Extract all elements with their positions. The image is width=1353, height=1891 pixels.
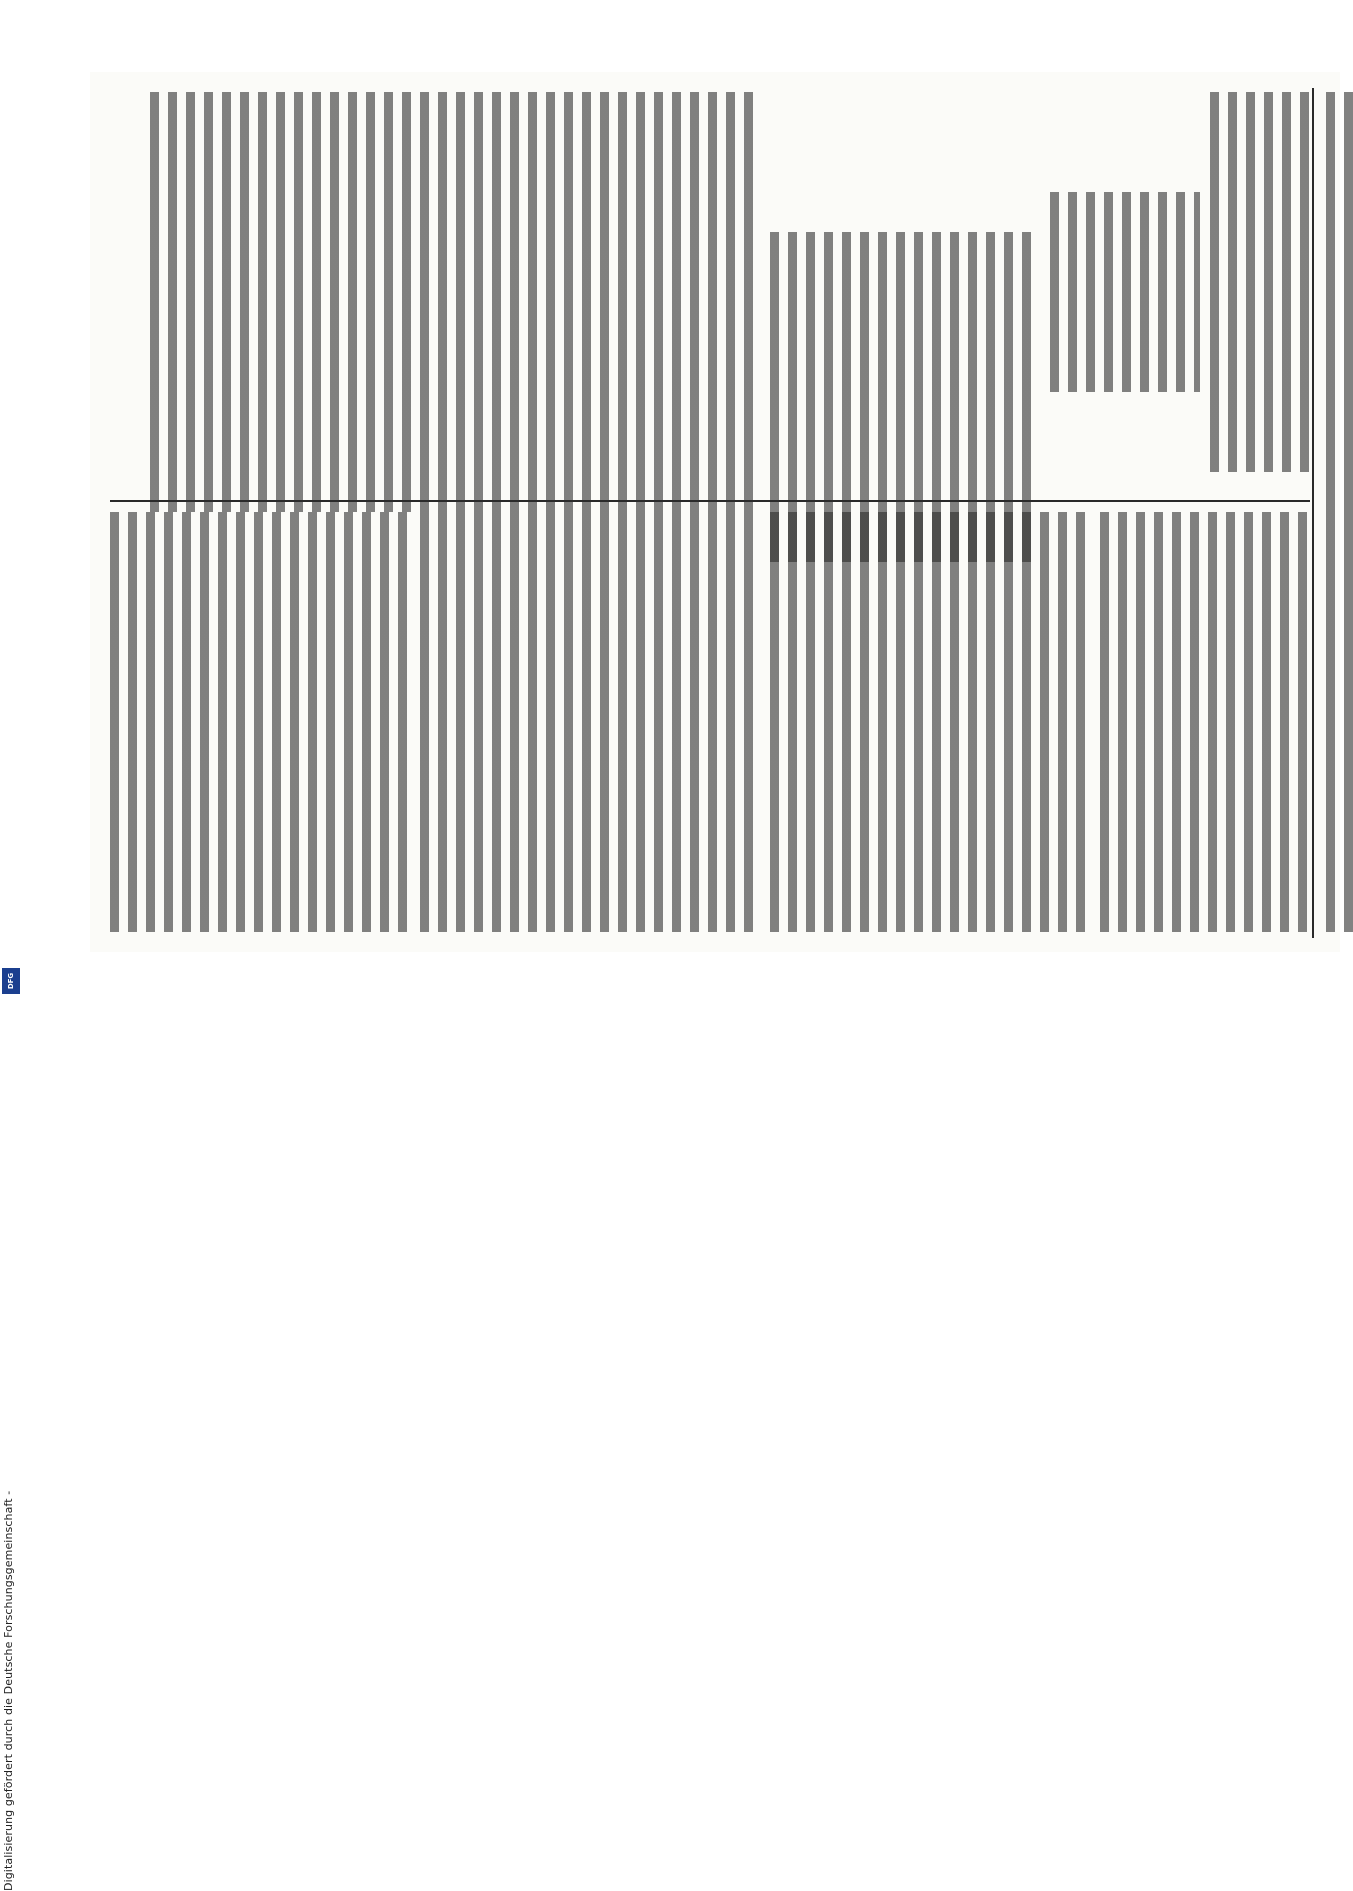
column-divider — [110, 500, 1310, 502]
text-column-lower-1 — [1100, 512, 1310, 932]
text-column-lower-2 — [770, 512, 1090, 932]
credit-text: Digitalisierung gefördert durch die Deutsche Forschungsgemeinschaft - — [2, 1490, 15, 1891]
dfg-logo-text: DFG — [7, 972, 15, 990]
dfg-logo — [2, 968, 20, 994]
text-column-upper-2 — [1050, 192, 1200, 392]
scanned-page — [90, 72, 1340, 952]
text-column-lower-4 — [110, 512, 410, 932]
text-column-upper-1 — [1210, 92, 1310, 472]
text-column-lower-3 — [420, 512, 760, 932]
header-rule — [1312, 88, 1314, 938]
text-column-upper-4 — [150, 92, 760, 512]
running-header — [1326, 92, 1353, 932]
